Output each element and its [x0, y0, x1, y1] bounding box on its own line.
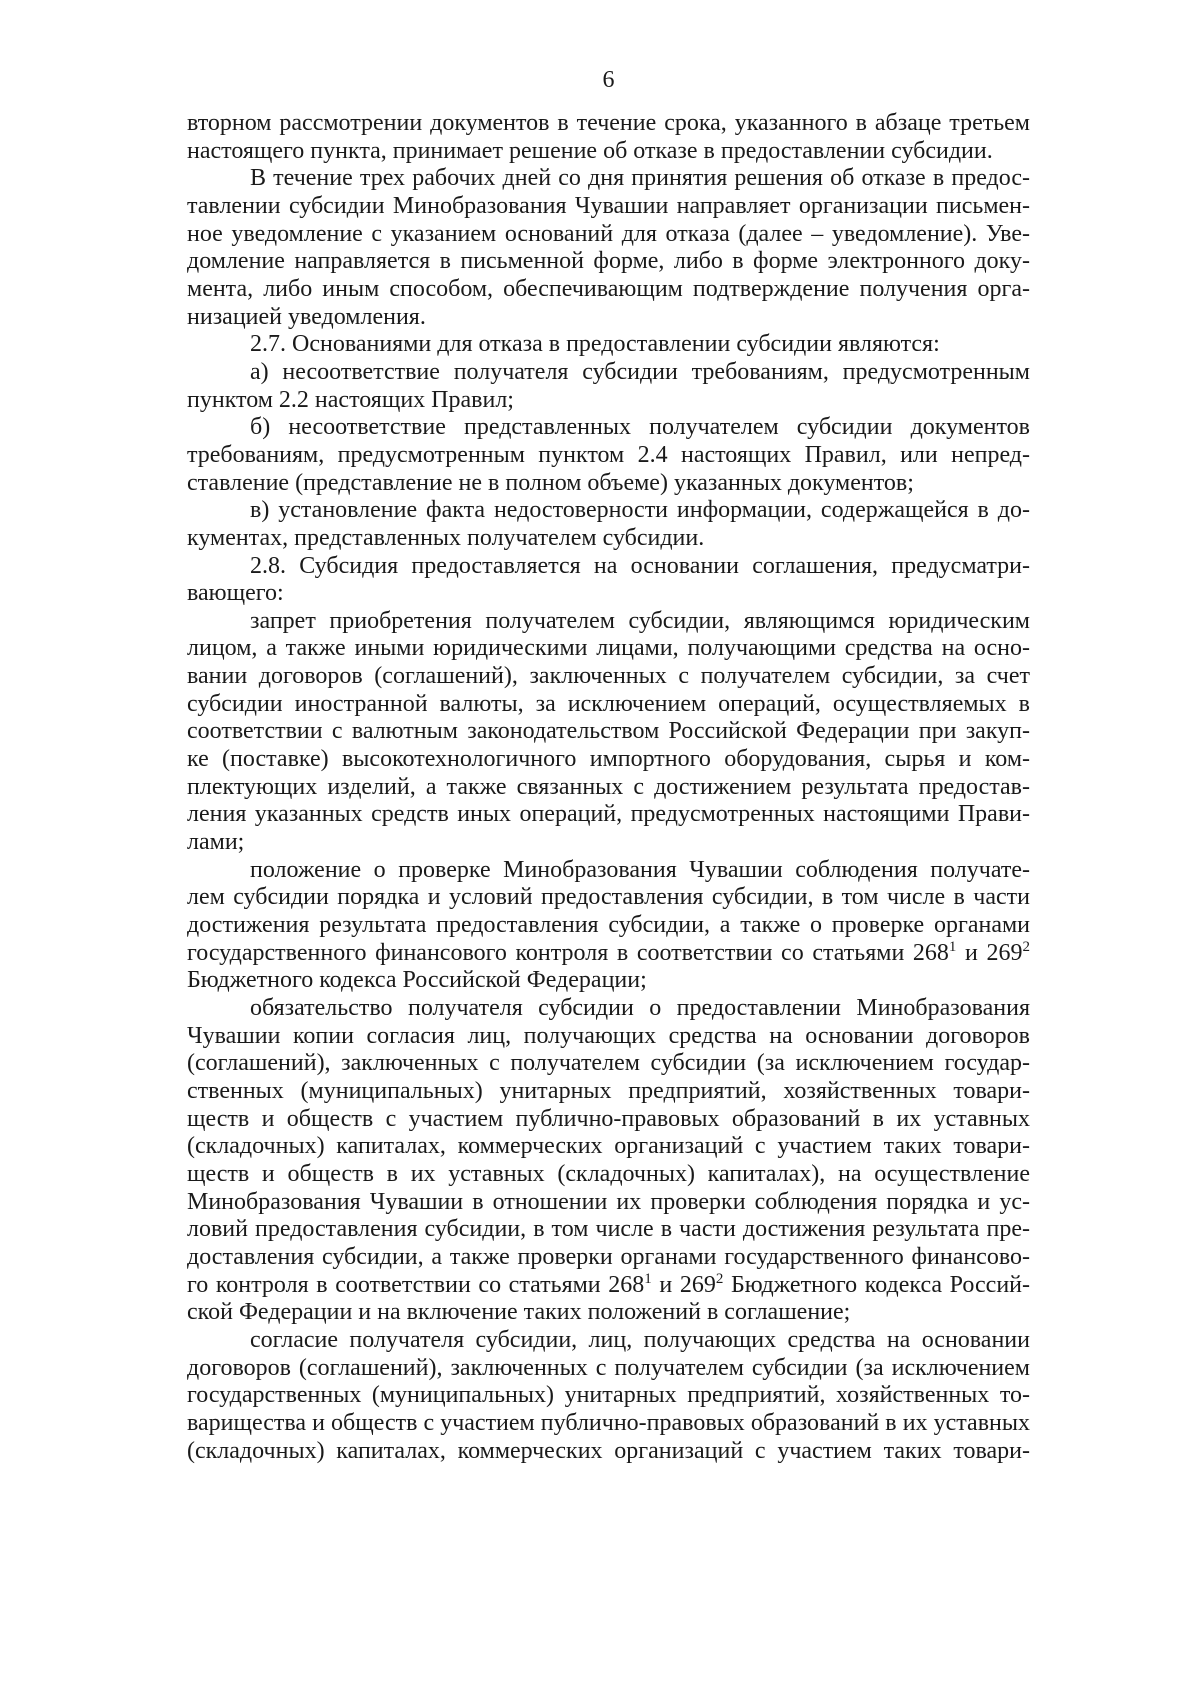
line-text: достижения результата предоставления субсидии, а также о проверке органами: [187, 912, 1030, 939]
paragraph: [187, 110, 1030, 165]
line-text: мента, либо иным способом, обеспечивающим подтверждение получения орга-: [187, 275, 1030, 302]
text-line: [187, 1327, 1030, 1355]
line-text: (соглашений), заключенных с получателем субсидии (за исключением государ-: [187, 1050, 1030, 1077]
line-text: кументах, представленных получателем субсидии.: [187, 524, 705, 551]
text-line: [187, 1050, 1030, 1078]
line-text: ставление (представление не в полном объеме) указанных документов;: [187, 469, 914, 496]
line-text: лами;: [187, 829, 245, 856]
text-line: [187, 912, 1030, 940]
line-text: варищества и обществ с участием публично-правовых образований в их уставных: [187, 1409, 1030, 1436]
line-text: низацией уведомления.: [187, 303, 426, 330]
paragraph: [187, 1327, 1030, 1465]
line-text: договоров (соглашений), заключенных с получателем субсидии (за исключением: [187, 1354, 1030, 1381]
text-line: [187, 525, 1030, 553]
paragraph: [187, 857, 1030, 995]
text-line: [187, 110, 1030, 138]
text-line: [187, 553, 1030, 581]
line-text: домление направляется в письменной форме, либо в форме электронного доку-: [187, 248, 1030, 275]
text-line: [187, 663, 1030, 691]
text-line: [187, 884, 1030, 912]
text-line: [187, 801, 1030, 829]
page-number: 6: [602, 67, 615, 93]
line-text: лем субсидии порядка и условий предоставления субсидии, в том числе в части: [187, 884, 1030, 911]
text-line: [187, 1189, 1030, 1217]
text-line: [187, 1078, 1030, 1106]
text-line: [187, 857, 1030, 885]
paragraph: [187, 995, 1030, 1327]
text-line: [187, 608, 1030, 636]
line-text: лицом, а также иными юридическими лицами, получающими средства на осно-: [187, 635, 1030, 662]
line-text: тавлении субсидии Минобразования Чувашии направляет организации письмен-: [187, 192, 1030, 219]
text-line: [187, 940, 1030, 968]
line-text: плектующих изделий, а также связанных с достижением результата предостав-: [187, 773, 1030, 800]
line-text: ке (поставке) высокотехнологичного импортного оборудования, сырья и ком-: [187, 746, 1030, 773]
footnote-superscript: 2: [715, 1270, 724, 1287]
line-text: [187, 1272, 1030, 1300]
line-text: ственных (муниципальных) унитарных предприятий, хозяйственных товари-: [187, 1077, 1030, 1104]
line-text: соответствии с валютным законодательством Российской Федерации при закуп-: [187, 718, 1030, 745]
text-line: [187, 1299, 1030, 1327]
line-text: согласие получателя субсидии, лиц, получающих средства на основании: [250, 1326, 1030, 1353]
line-text: требованиям, предусмотренным пунктом 2.4 настоящих Правил, или непред-: [187, 441, 1030, 468]
line-text: пунктом 2.2 настоящих Правил;: [187, 386, 514, 413]
line-text: ществ и обществ в их уставных (складочных) капиталах), на осуществление: [187, 1160, 1030, 1187]
footnote-superscript: 2: [1022, 938, 1031, 955]
line-text: ществ и обществ с участием публично-правовых образований в их уставных: [187, 1105, 1030, 1132]
line-text: (складочных) капиталах, коммерческих организаций с участием таких товари-: [187, 1133, 1030, 1160]
text-line: [187, 746, 1030, 774]
line-text: запрет приобретения получателем субсидии, являющимся юридическим: [250, 607, 1030, 634]
line-text: обязательство получателя субсидии о предоставлении Минобразования: [250, 995, 1030, 1021]
text-line: [187, 1410, 1030, 1438]
text-line: [187, 1133, 1030, 1161]
text-line: [187, 1438, 1030, 1466]
text-line: [187, 138, 1030, 166]
line-text: ловий предоставления субсидии, в том числе в части достижения результата пре-: [187, 1216, 1030, 1243]
text-line: [187, 995, 1030, 1023]
line-text: ное уведомление с указанием оснований для отказа (далее – уведомление). Уве-: [187, 220, 1030, 247]
line-text: Бюджетного кодекса Российской Федерации;: [187, 967, 647, 994]
line-text: ления указанных средств иных операций, предусмотренных настоящими Прави-: [187, 801, 1030, 828]
line-text: положение о проверке Минобразования Чувашии соблюдения получате-: [250, 856, 1030, 883]
line-text: (складочных) капиталах, коммерческих организаций с участием таких товари-: [187, 1437, 1030, 1464]
text-line: [187, 1244, 1030, 1272]
line-text: доставления субсидии, а также проверки органами государственного финансово-: [187, 1243, 1030, 1270]
line-text: ской Федерации и на включение таких положений в соглашение;: [187, 1299, 851, 1326]
line-segment: Бюджетного кодекса Россий-: [723, 1271, 1030, 1298]
text-line: [187, 829, 1030, 857]
text-line: [187, 718, 1030, 746]
line-segment: государственного финансового контроля в соответствии со статьями 268: [187, 939, 949, 966]
text-line: [187, 1272, 1030, 1300]
text-line: [187, 1355, 1030, 1383]
text-line: [187, 359, 1030, 387]
text-line: [187, 248, 1030, 276]
line-segment: го контроля в соответствии со статьями 268: [187, 1271, 645, 1298]
paragraph: [187, 608, 1030, 857]
text-line: [187, 304, 1030, 332]
text-line: [187, 497, 1030, 525]
text-line: [187, 774, 1030, 802]
text-line: [187, 442, 1030, 470]
line-text: субсидии иностранной валюты, за исключением операций, осуществляемых в: [187, 690, 1030, 717]
text-line: [187, 165, 1030, 193]
text-line: [187, 691, 1030, 719]
paragraph: [187, 497, 1030, 552]
line-text: в) установление факта недостоверности информации, содержащейся в до-: [250, 497, 1030, 524]
text-line: [187, 470, 1030, 498]
text-line: [187, 1382, 1030, 1410]
paragraph: [187, 165, 1030, 331]
text-line: [187, 1023, 1030, 1051]
line-text: а) несоответствие получателя субсидии требованиям, предусмотренным: [250, 358, 1030, 385]
text-line: [187, 221, 1030, 249]
line-text: В течение трех рабочих дней со дня принятия решения об отказе в предос-: [250, 165, 1030, 192]
text-line: [187, 1161, 1030, 1189]
text-line: [187, 414, 1030, 442]
line-text: вторном рассмотрении документов в течение срока, указанного в абзаце третьем: [187, 110, 1030, 136]
text-line: [187, 967, 1030, 995]
text-line: [187, 1216, 1030, 1244]
text-line: [187, 331, 1030, 359]
document-body: [187, 110, 1030, 1465]
line-text: Чувашии копии согласия лиц, получающих средства на основании договоров: [187, 1022, 1030, 1049]
paragraph: [187, 414, 1030, 497]
footnote-superscript: 1: [644, 1270, 652, 1287]
text-line: [187, 276, 1030, 304]
line-text: 2.7. Основаниями для отказа в предоставлении субсидии являются:: [250, 331, 940, 358]
line-text: вающего:: [187, 580, 284, 607]
line-text: б) несоответствие представленных получателем субсидии документов: [250, 414, 1030, 441]
paragraph: [187, 553, 1030, 608]
paragraph: [187, 359, 1030, 414]
footnote-superscript: 1: [948, 938, 957, 955]
line-text: [187, 940, 1030, 968]
text-line: [187, 580, 1030, 608]
line-text: настоящего пункта, принимает решение об отказе в предоставлении субсидии.: [187, 137, 993, 164]
text-line: [187, 193, 1030, 221]
text-line: [187, 387, 1030, 415]
line-text: Минобразования Чувашии в отношении их проверки соблюдения порядка и ус-: [187, 1188, 1030, 1215]
line-text: вании договоров (соглашений), заключенных с получателем субсидии, за счет: [187, 663, 1030, 690]
text-line: [187, 1106, 1030, 1134]
text-line: [187, 635, 1030, 663]
line-segment: и 269: [651, 1271, 716, 1298]
paragraph: [187, 331, 1030, 359]
line-text: 2.8. Субсидия предоставляется на основании соглашения, предусматри-: [250, 552, 1030, 579]
line-segment: и 269: [956, 939, 1023, 966]
line-text: государственных (муниципальных) унитарных предприятий, хозяйственных то-: [187, 1382, 1030, 1409]
